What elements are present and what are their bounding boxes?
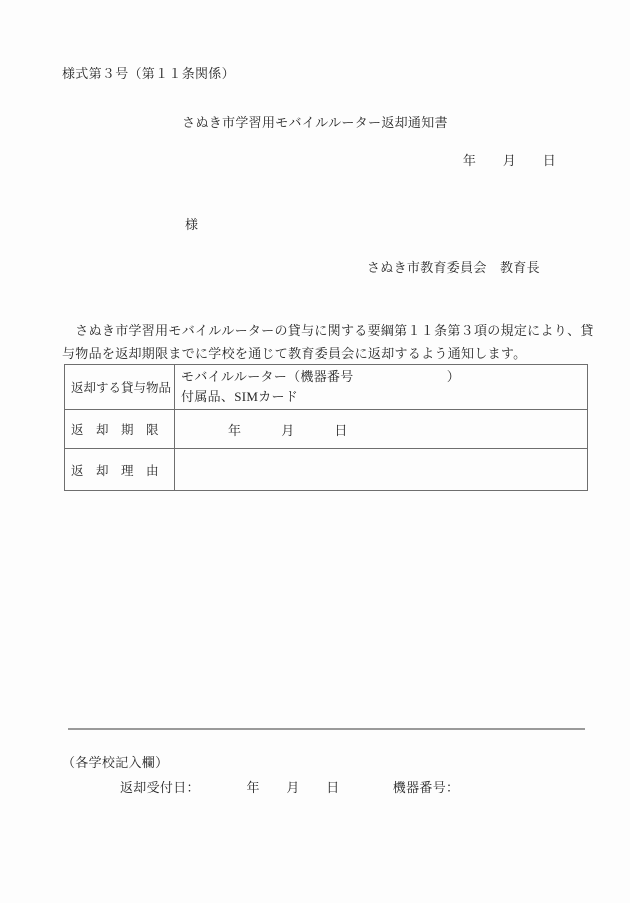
table-row-return-deadline — [65, 410, 588, 449]
divider-rule — [68, 728, 585, 730]
returned-items-value — [175, 365, 588, 410]
school-section-label: （各学校記入欄） — [62, 755, 169, 770]
body-paragraph — [62, 319, 594, 365]
addressee-honorific: 様 — [185, 217, 199, 232]
return-reason-label: 返 却 理 由 — [65, 449, 175, 491]
return-items-table — [64, 364, 588, 491]
body-paragraph-line-2: 与物品を返却期限までに学校を通じて教育委員会に返却するよう通知します。 — [62, 346, 527, 361]
table-row-return-reason — [65, 449, 588, 491]
table-row-returned-items — [65, 365, 588, 410]
return-deadline-date-line: 年 月 日 — [228, 422, 348, 438]
issue-date-line: 年 月 日 — [462, 153, 556, 168]
body-paragraph-line-1: さぬき市学習用モバイルルーターの貸与に関する要綱第１１条第３項の規定により、貸 — [62, 323, 594, 338]
form-number-label: 様式第３号（第１１条関係） — [62, 66, 235, 81]
document-title: さぬき市学習用モバイルルーター返却通知書 — [182, 115, 448, 130]
returned-items-label: 返却する貸与物品 — [65, 365, 175, 410]
return-deadline-label: 返 却 期 限 — [65, 410, 175, 449]
returned-items-value-line-2: 付属品、SIMカード — [181, 389, 299, 404]
school-entry-line: 返却受付日： 年 月 日 機器番号： — [120, 780, 460, 795]
returned-items-value-line-1: モバイルルーター（機器番号 ） — [181, 369, 460, 384]
sender-name: さぬき市教育委員会 教育長 — [367, 260, 540, 275]
return-deadline-value — [175, 410, 588, 449]
return-reason-value — [175, 449, 588, 491]
